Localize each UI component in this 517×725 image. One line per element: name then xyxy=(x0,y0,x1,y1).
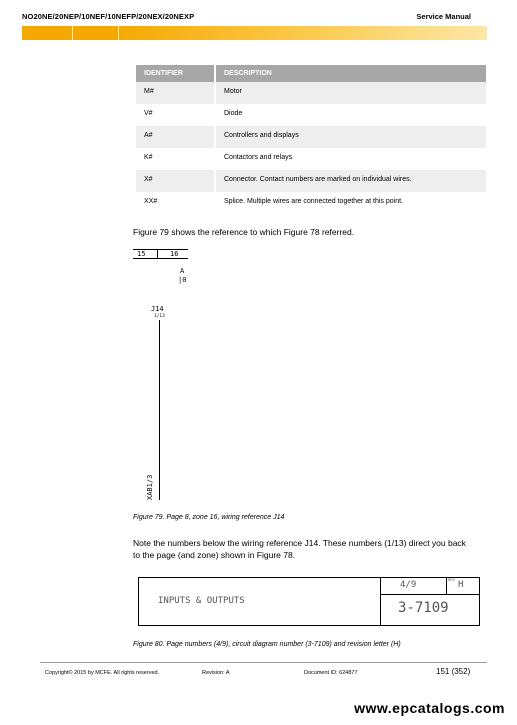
header-manual-title: Service Manual xyxy=(416,12,471,21)
identifier-cell: XX# xyxy=(136,192,215,214)
header-models: NO20NE/20NEP/10NEF/10NEFP/20NEX/20NEXP xyxy=(22,12,195,21)
header-bar-divider xyxy=(72,26,73,40)
title-block-divider xyxy=(380,577,381,625)
title-block-revision: H xyxy=(458,580,464,590)
description-cell: Diode xyxy=(215,104,486,126)
description-cell: Contactors and relays xyxy=(215,148,486,170)
zone-right-number: 16 xyxy=(170,250,179,258)
identifier-cell: X# xyxy=(136,170,215,192)
footer-rule xyxy=(40,662,487,663)
figure-79-intro: Figure 79 shows the reference to which Figure 78 referred. xyxy=(133,227,355,237)
title-block-rev-label: REV xyxy=(448,578,456,582)
title-block-divider xyxy=(380,594,479,595)
description-cell: Motor xyxy=(215,82,486,104)
zone-left-number: 15 xyxy=(137,250,146,258)
zone-ruler-bottom xyxy=(133,258,188,259)
zone-ruler-divider xyxy=(157,249,158,259)
header-bar xyxy=(22,26,487,40)
title-block-name: INPUTS & OUTPUTS xyxy=(158,596,245,606)
table-row xyxy=(136,104,486,126)
footer-page-number: 151 (352) xyxy=(436,667,471,676)
table-row xyxy=(136,170,486,192)
figure-80-caption: Figure 80. Page numbers (4/9), circuit diagram number (3-7109) and revision letter (H) xyxy=(133,641,401,648)
column-header-description: DESCRIPTION xyxy=(215,65,486,82)
identifier-table xyxy=(136,65,486,214)
wire-line xyxy=(159,320,160,500)
table-row xyxy=(136,126,486,148)
footer-copyright: Copyright© 2015 by MCFE. All rights reserved. xyxy=(45,670,160,676)
footer-revision: Revision: A xyxy=(202,670,230,676)
table-row xyxy=(136,148,486,170)
title-block-page: 4/9 xyxy=(400,580,417,590)
identifier-cell: K# xyxy=(136,148,215,170)
description-cell: Controllers and displays xyxy=(215,126,486,148)
wiring-reference: J14 xyxy=(151,305,164,313)
identifier-cell: M# xyxy=(136,82,215,104)
table-row xyxy=(136,82,486,104)
footer-document-id: Document ID: 624877 xyxy=(304,670,358,676)
identifier-cell: V# xyxy=(136,104,215,126)
header-bar-divider xyxy=(118,26,119,40)
zone-letter: A xyxy=(180,267,185,275)
title-block-divider xyxy=(446,577,447,594)
identifier-cell: A# xyxy=(136,126,215,148)
column-header-identifier: IDENTIFIER xyxy=(136,65,215,82)
description-cell: Connector. Contact numbers are marked on individual wires. xyxy=(215,170,486,192)
table-row xyxy=(136,192,486,214)
description-cell: Splice. Multiple wires are connected together at this point. xyxy=(215,192,486,214)
wiring-reference-sub: 1/13 xyxy=(154,314,165,319)
note-paragraph: Note the numbers below the wiring reference J14. These numbers (1/13) direct you back to the page (and zone) shown in Figure 78. xyxy=(133,538,466,560)
watermark: www.epcatalogs.com xyxy=(354,700,505,716)
figure-79-caption: Figure 79. Page 8, zone 16, wiring reference J14 xyxy=(133,514,285,521)
wire-label: XAB1/3 xyxy=(146,474,154,500)
title-block-diagram-number: 3-7109 xyxy=(398,600,449,616)
table-header-row xyxy=(136,65,486,82)
zone-letter-sub: |0 xyxy=(178,276,187,284)
